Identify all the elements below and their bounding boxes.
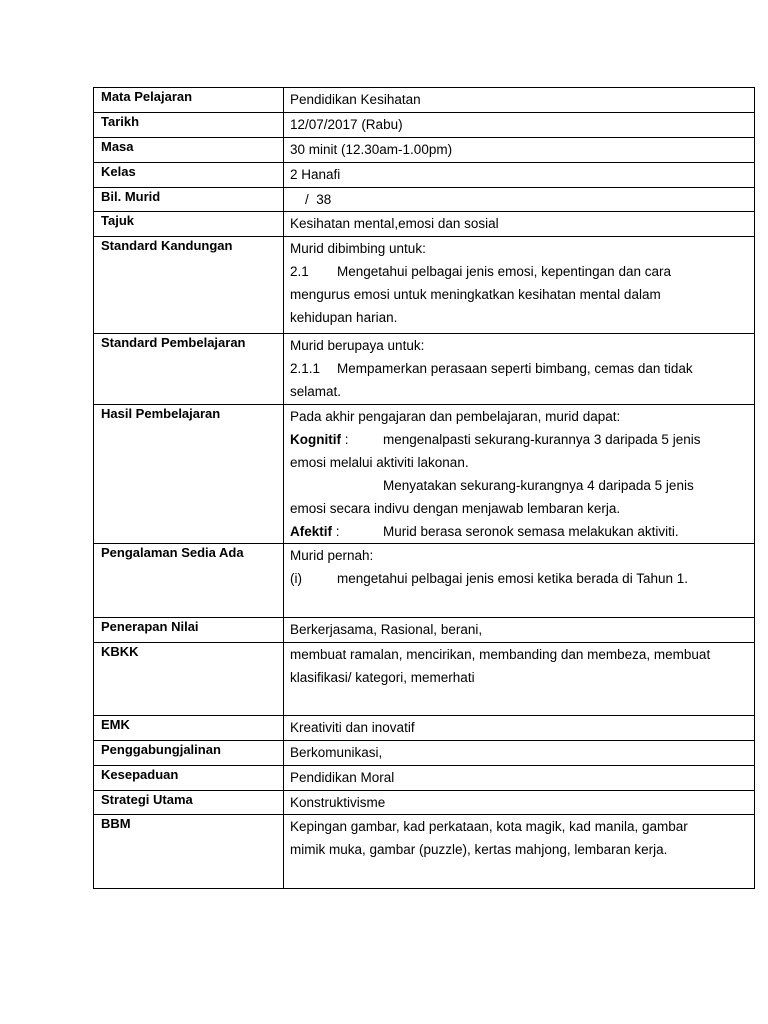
row-label: Penerapan Nilai — [94, 618, 284, 643]
row-value — [284, 405, 755, 544]
row-value: Kreativiti dan inovatif — [284, 716, 755, 741]
table-row — [94, 618, 755, 643]
table-row — [94, 405, 755, 544]
table-row — [94, 237, 755, 334]
row-label: KBKK — [94, 643, 284, 716]
row-label: Bil. Murid — [94, 188, 284, 212]
item-text: mimik muka, gambar (puzzle), kertas mahjong, lembaran kerja. — [290, 842, 668, 857]
item-text: membuat ramalan, mencirikan, membanding dan membeza, membuat — [290, 647, 711, 662]
row-label: Mata Pelajaran — [94, 88, 284, 113]
item-number: (i) — [290, 571, 302, 586]
table-row — [94, 188, 755, 212]
item-text: klasifikasi/ kategori, memerhati — [290, 670, 475, 685]
intro-text: Murid dibimbing untuk: — [290, 241, 426, 256]
intro-text: Murid berupaya untuk: — [290, 338, 425, 353]
row-label: EMK — [94, 716, 284, 741]
item-number: 2.1 — [290, 264, 309, 279]
row-label: Pengalaman Sedia Ada — [94, 544, 284, 618]
row-label: Standard Kandungan — [94, 237, 284, 334]
table-row — [94, 138, 755, 163]
row-value: 30 minit (12.30am-1.00pm) — [284, 138, 755, 163]
item-text: emosi melalui aktiviti lakonan. — [290, 455, 469, 470]
row-label: Penggabungjalinan — [94, 741, 284, 766]
row-value: Pendidikan Kesihatan — [284, 88, 755, 113]
table-row — [94, 163, 755, 188]
row-value — [284, 815, 755, 889]
row-label: Hasil Pembelajaran — [94, 405, 284, 544]
row-value: / 38 — [284, 188, 755, 212]
numbered-line — [290, 357, 748, 380]
numbered-line — [290, 260, 748, 283]
table-row — [94, 334, 755, 405]
intro-text: Pada akhir pengajaran dan pembelajaran, murid dapat: — [290, 409, 621, 424]
row-value: Berkerjasama, Rasional, berani, — [284, 618, 755, 643]
intro-text: Murid pernah: — [290, 548, 374, 563]
afektif-colon: : — [332, 524, 340, 539]
row-value — [284, 643, 755, 716]
table-row — [94, 716, 755, 741]
row-value: 2 Hanafi — [284, 163, 755, 188]
row-label: Tarikh — [94, 113, 284, 138]
table-row — [94, 113, 755, 138]
table-row — [94, 741, 755, 766]
kognitif-line — [290, 428, 748, 451]
afektif-line — [290, 520, 748, 543]
item-text: selamat. — [290, 384, 342, 399]
row-value: Berkomunikasi, — [284, 741, 755, 766]
row-label: BBM — [94, 815, 284, 889]
kognitif-label: Kognitif — [290, 432, 341, 447]
table-row — [94, 88, 755, 113]
row-value: Pendidikan Moral — [284, 766, 755, 791]
row-label: Kelas — [94, 163, 284, 188]
row-value — [284, 237, 755, 334]
item-text: mengenalpasti sekurang-kurannya 3 daripada 5 jenis — [383, 432, 701, 447]
row-label: Masa — [94, 138, 284, 163]
item-text: Mempamerkan perasaan seperti bimbang, cemas dan tidak — [337, 361, 693, 376]
table-row — [94, 791, 755, 815]
item-text: mengetahui pelbagai jenis emosi ketika berada di Tahun 1. — [337, 571, 688, 586]
table-row — [94, 212, 755, 237]
item-text: kehidupan harian. — [290, 310, 398, 325]
kognitif-colon: : — [340, 432, 349, 447]
table-row — [94, 766, 755, 791]
table-row — [94, 544, 755, 618]
item-text: Mengetahui pelbagai jenis emosi, kepentingan dan cara — [337, 264, 671, 279]
row-label: Standard Pembelajaran — [94, 334, 284, 405]
item-text: Murid berasa seronok semasa melakukan aktiviti. — [383, 524, 679, 539]
item-text: emosi secara indivu dengan menjawab lembaran kerja. — [290, 501, 621, 516]
numbered-line — [290, 567, 748, 590]
row-value — [284, 334, 755, 405]
afektif-label: Afektif — [290, 524, 333, 539]
row-label: Tajuk — [94, 212, 284, 237]
row-value: Kesihatan mental,emosi dan sosial — [284, 212, 755, 237]
row-value: 12/07/2017 (Rabu) — [284, 113, 755, 138]
row-label: Kesepaduan — [94, 766, 284, 791]
table-row — [94, 815, 755, 889]
row-value — [284, 544, 755, 618]
item-text: mengurus emosi untuk meningkatkan kesihatan mental dalam — [290, 287, 661, 302]
item-text: Menyatakan sekurang-kurangnya 4 daripada 5 jenis — [383, 478, 694, 493]
table-row — [94, 643, 755, 716]
row-value: Konstruktivisme — [284, 791, 755, 815]
item-text: Kepingan gambar, kad perkataan, kota magik, kad manila, gambar — [290, 819, 688, 834]
item-number: 2.1.1 — [290, 361, 321, 376]
lesson-plan-table — [93, 87, 755, 889]
row-label: Strategi Utama — [94, 791, 284, 815]
